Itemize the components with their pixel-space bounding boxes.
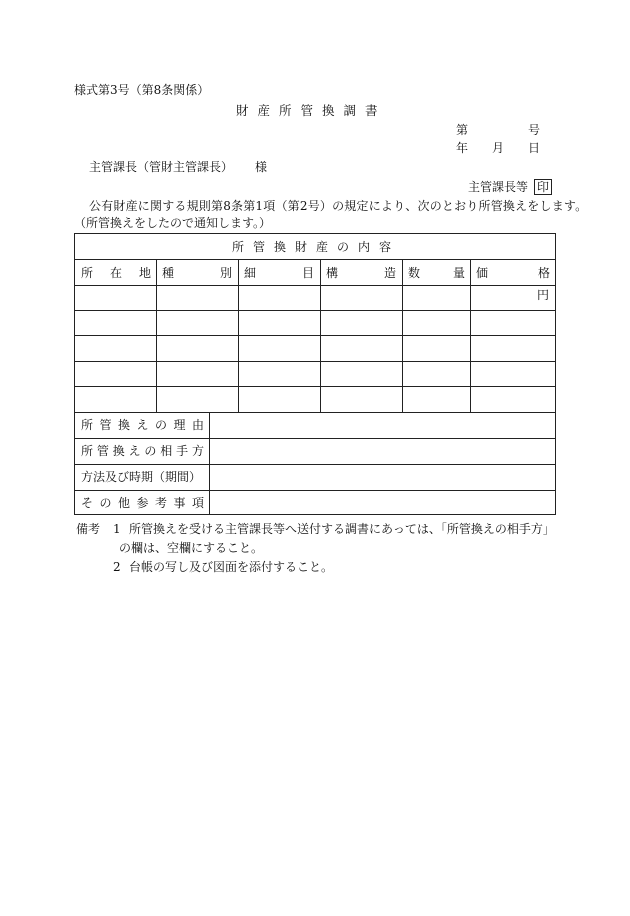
note-1-text: 所管換えを受ける主管課長等へ送付する調書にあっては、「所管換えの相手方」	[129, 522, 555, 536]
label-transfer-counterparty: 所管換えの相手方	[81, 444, 204, 458]
document-title: 財産所管換調書	[236, 103, 387, 118]
seal-mark: 印	[534, 179, 552, 195]
date-day: 日	[528, 141, 541, 155]
label-method-and-period: 方法及び時期（期間）	[81, 470, 202, 484]
column-header-quantity: 数量	[408, 266, 465, 280]
doc-number-suffix: 号	[528, 123, 541, 137]
column-header-location: 所在地	[81, 266, 151, 280]
notes-label: 備考	[76, 522, 101, 536]
note-2-number: 2	[113, 560, 121, 574]
doc-number-prefix: 第	[456, 123, 469, 137]
sender-title: 主管課長等	[468, 180, 529, 194]
body-line-1: 公有財産に関する規則第8条第1項（第2号）の規定により、次のとおり所管換えをします。	[89, 199, 588, 213]
section-header: 所管換財産の内容	[231, 240, 400, 254]
date-month: 月	[492, 141, 505, 155]
date-year: 年	[456, 141, 469, 155]
addressee-honorific: 様	[255, 160, 268, 174]
column-header-type: 種別	[162, 266, 232, 280]
column-header-price: 価格	[476, 266, 550, 280]
label-transfer-reason: 所管換えの理由	[81, 418, 204, 432]
price-unit: 円	[537, 288, 550, 302]
note-2-text: 台帳の写し及び図面を添付すること。	[129, 560, 334, 574]
column-header-detail: 細目	[244, 266, 314, 280]
body-line-2: （所管換えをしたので通知します。）	[74, 216, 272, 230]
form-number: 様式第3号（第8条関係）	[74, 83, 210, 97]
note-1-number: 1	[113, 522, 121, 536]
label-other-references: その他参考事項	[81, 496, 204, 510]
sender-block	[468, 179, 552, 195]
property-transfer-table	[74, 233, 556, 515]
addressee-name: 主管課長（管財主管課長）	[89, 160, 234, 174]
note-1-text-cont: の欄は、空欄にすること。	[119, 541, 264, 555]
column-header-structure: 構造	[326, 266, 396, 280]
